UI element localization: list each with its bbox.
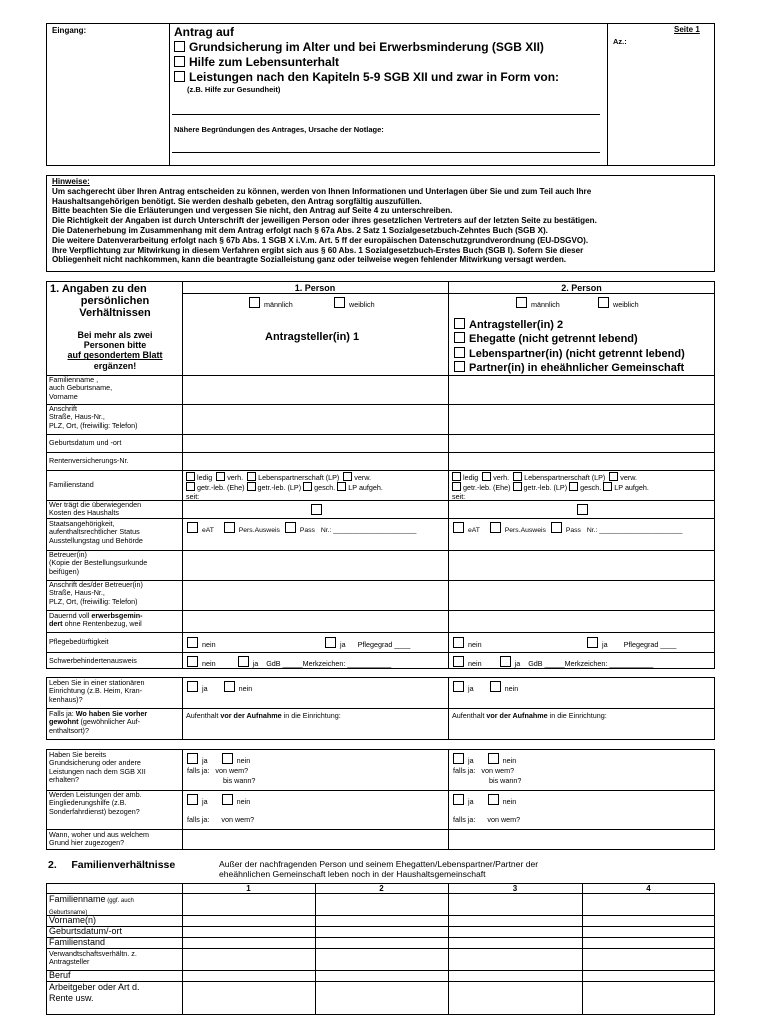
p1-pflege-nein[interactable] xyxy=(187,637,216,649)
option-label: Grundsicherung im Alter und bei Erwerbsminderung (SGB XII) xyxy=(189,40,544,54)
checkbox[interactable] xyxy=(454,318,465,329)
checkbox[interactable] xyxy=(222,794,233,805)
checkbox[interactable] xyxy=(337,482,346,491)
checkbox[interactable] xyxy=(249,297,260,308)
checkbox[interactable] xyxy=(186,472,195,481)
checkbox[interactable] xyxy=(490,681,501,692)
p2-familienstand xyxy=(452,472,714,501)
label: Lebenspartnerschaft (LP) xyxy=(524,473,606,482)
row-label-pflege: Pflegebedürftigkeit xyxy=(49,637,109,646)
label-line: Straße, Haus-Nr., xyxy=(49,412,105,422)
label-line: Antragsteller xyxy=(49,957,90,967)
label-line: aufenthaltsrechtlicher Status xyxy=(49,527,140,537)
label-line: Vorname xyxy=(49,391,78,401)
label-line: Haben Sie bereits xyxy=(49,750,107,759)
p1-einrichtung-options xyxy=(187,681,252,693)
label: ja xyxy=(602,640,608,649)
hinweise-line: Die weitere Datenverarbeitung erfolgt nach § 67b Abs. 1 SGB X i.V.m. Art. 5 ff der europäischen Datenschutzgrundverordnung (EU-DSGVO). xyxy=(52,235,589,245)
p1-pflege-ja[interactable] xyxy=(325,637,410,649)
label-part: (ggf. auch xyxy=(105,898,134,904)
row-label-verwandtschaft xyxy=(49,950,137,967)
label: Ehegatte (nicht getrennt lebend) xyxy=(469,333,638,346)
gdb-field[interactable]: GdB _____ xyxy=(528,659,565,668)
label: ja xyxy=(468,797,474,806)
p2-aufenthalt[interactable] xyxy=(452,712,607,720)
p2-role-partner[interactable] xyxy=(454,361,685,375)
label-part: erwerbsgemin- xyxy=(91,611,143,620)
hinweise-line: Obliegenheit nicht nachkommen, kann die beantragte Sozialleistung ganz oder teilweise wegen fehlender Mitwirkung versagt werden. xyxy=(52,255,567,265)
p2-kosten-checkbox[interactable] xyxy=(577,504,588,515)
col-header-2: 2 xyxy=(379,884,384,893)
p1-leistungen1 xyxy=(187,753,255,786)
form-input-line[interactable] xyxy=(172,114,600,115)
checkbox[interactable] xyxy=(490,522,501,533)
label-line: auch Geburtsname, xyxy=(49,383,113,393)
label: nein xyxy=(202,659,216,668)
einrichtung-frage xyxy=(49,679,145,704)
leistungen-frage1 xyxy=(49,751,146,785)
row-label-betreuer xyxy=(49,551,147,576)
row-label-beruf: Beruf xyxy=(49,970,71,980)
p1-aufenthalt[interactable] xyxy=(186,712,341,720)
checkbox[interactable] xyxy=(453,637,464,648)
row-label-familienstand: Familienstand xyxy=(49,480,94,489)
einrichtung-falls xyxy=(49,710,181,735)
label-part: dert xyxy=(49,619,63,629)
p1-schwer xyxy=(187,656,391,668)
label: nein xyxy=(238,684,253,693)
label: Partner(in) in eheähnlicher Gemeinschaft xyxy=(469,361,685,374)
p2-leistungen1 xyxy=(453,753,521,786)
checkbox[interactable] xyxy=(285,522,296,533)
label: von wem? xyxy=(221,815,255,824)
p2-staat-options xyxy=(453,522,682,534)
hinweise-line: Bitte beachten Sie die Erläuterungen und vergessen Sie nicht, den Antrag auf Seite 4 zu unterschreiben. xyxy=(52,206,453,216)
checkbox[interactable] xyxy=(187,656,198,667)
col-header-3: 3 xyxy=(512,884,518,893)
hinweise-line: Die Datenerhebung im Zusammenhang mit dem Antrag erfolgt nach § 67a Abs. 2 Satz 1 Sozialgesetzbuch-Zehntes Buch (SGB X). xyxy=(52,225,548,235)
title-line: persönlichen xyxy=(80,295,150,307)
checkbox[interactable] xyxy=(174,41,185,52)
title-line: 1. Angaben zu den xyxy=(50,283,147,295)
p1-kosten-checkbox[interactable] xyxy=(311,504,322,515)
option-label: Hilfe zum Lebensunterhalt xyxy=(189,55,340,69)
label: nein xyxy=(468,659,482,668)
section2-desc xyxy=(219,859,538,879)
row-label-rente: Rentenversicherungs-Nr. xyxy=(49,456,129,465)
col-header-4: 4 xyxy=(646,884,651,893)
row-label-staat xyxy=(49,520,143,545)
option-kapitel[interactable] xyxy=(174,70,559,84)
label-line: PLZ, Ort, (freiwillig: Telefon) xyxy=(49,596,138,606)
leistungen-frage2 xyxy=(49,791,142,816)
label-line: Staatsangehörigkeit, xyxy=(49,519,115,528)
desc-line: Außer der nachfragenden Person und seinem Ehegatten/Lebenspartner/Partner der xyxy=(219,859,539,869)
col-header-1: 1 xyxy=(246,884,251,893)
label: nein xyxy=(502,797,517,806)
p2-role-ehegatte[interactable] xyxy=(454,332,685,346)
label-line: (Kopie der Bestellungsurkunde xyxy=(49,558,148,568)
option-hlu[interactable] xyxy=(174,55,339,69)
checkbox[interactable] xyxy=(303,482,312,491)
checkbox[interactable] xyxy=(454,361,465,372)
label: Pass xyxy=(565,527,581,534)
p1-familienstand xyxy=(186,472,448,501)
label: Lebenspartner(in) (nicht getrennt lebend) xyxy=(469,347,685,360)
checkbox[interactable] xyxy=(587,637,598,648)
label: Pass xyxy=(299,527,315,534)
label-part: vor der Aufnahme xyxy=(486,711,548,720)
label-part: Familienname xyxy=(49,894,106,904)
p2-pflege-ja[interactable] xyxy=(587,637,676,649)
label-part: Wo haben Sie vorher xyxy=(75,709,148,718)
label-line: erhalten? xyxy=(49,775,79,785)
label: ja xyxy=(340,640,346,649)
option-grundsicherung[interactable] xyxy=(174,40,544,54)
checkbox[interactable] xyxy=(247,482,256,491)
label: bis wann? xyxy=(223,776,256,785)
option-label: Leistungen nach den Kapiteln 5-9 SGB XII und zwar in Form von: xyxy=(189,70,560,84)
checkbox[interactable] xyxy=(174,71,185,82)
label: ja xyxy=(468,756,474,765)
label: Pers.Ausweis xyxy=(504,527,546,534)
checkbox[interactable] xyxy=(187,753,198,764)
label: ja xyxy=(202,756,208,765)
label: Antragsteller(in) 2 xyxy=(469,319,564,331)
label-line: Werden Leistungen der amb. xyxy=(49,790,142,799)
checkbox[interactable] xyxy=(453,681,464,692)
checkbox[interactable] xyxy=(513,482,522,491)
label-part: gewohnt xyxy=(49,717,79,727)
label-line: Familienname , xyxy=(49,375,99,384)
label: ja xyxy=(514,659,521,668)
eingang-label: Eingang: xyxy=(52,26,87,35)
label: von wem? xyxy=(215,766,249,775)
checkbox[interactable] xyxy=(216,472,225,481)
checkbox[interactable] xyxy=(609,472,618,481)
label: nein xyxy=(468,640,482,649)
checkbox[interactable] xyxy=(454,347,465,358)
label: eAT xyxy=(202,527,214,534)
label: nein xyxy=(236,756,251,765)
label-part: enthaltsort)? xyxy=(49,725,89,735)
zugezogen-frage xyxy=(49,831,149,848)
label-line: PLZ, Ort, (freiwillig: Telefon) xyxy=(49,420,138,430)
label-line: Einrichtung (z.B. Heim, Kran- xyxy=(49,686,143,696)
p2-gender-female[interactable] xyxy=(598,297,639,309)
desc-line: eheähnlichen Gemeinschaft leben noch in der Haushaltsgemeinschaft xyxy=(219,869,486,879)
section1-note xyxy=(50,330,180,371)
p2-pflege-nein[interactable] xyxy=(453,637,482,649)
label: weiblich xyxy=(349,300,375,309)
label: getr.-leb. (Ehe) xyxy=(197,483,245,493)
row-label-anschrift xyxy=(49,405,138,430)
label-line: Rente usw. xyxy=(49,992,94,1003)
label-line: Wer trägt die überwiegenden xyxy=(49,500,142,509)
nr-field[interactable]: Nr.: ______________________ xyxy=(586,527,683,534)
checkbox[interactable] xyxy=(453,656,464,667)
checkbox[interactable] xyxy=(488,753,499,764)
checkbox[interactable] xyxy=(187,794,198,805)
hinweise-title: Hinweise: xyxy=(52,177,90,186)
row-label-arbeitgeber xyxy=(49,982,140,1003)
az-label: Az.: xyxy=(613,37,627,46)
label: eAT xyxy=(468,527,480,534)
row-label-geburt: Geburtsdatum und -ort xyxy=(49,438,122,447)
checkbox[interactable] xyxy=(174,56,185,67)
checkbox[interactable] xyxy=(224,681,235,692)
label: Lebenspartnerschaft (LP) xyxy=(258,473,340,482)
label-line: Leistungen nach dem SGB XII xyxy=(49,766,146,776)
label: falls ja: xyxy=(453,815,476,824)
checkbox[interactable] xyxy=(453,794,464,805)
seit-label: seit: xyxy=(186,491,200,501)
section1-title xyxy=(50,283,180,319)
label: LP aufgeh. xyxy=(348,483,383,493)
label: ledig xyxy=(463,473,479,482)
label-line: beifügen) xyxy=(49,566,79,576)
p2-role-antragsteller[interactable] xyxy=(454,318,685,332)
label: gesch. xyxy=(580,483,602,493)
row-label-betreuer-anschrift xyxy=(49,581,143,606)
label-line: Straße, Haus-Nr., xyxy=(49,588,105,598)
label-part: vor der Aufnahme xyxy=(220,711,282,720)
merkzeichen-field[interactable]: Merkzeichen: ___________ xyxy=(564,659,654,668)
note-line: Personen bitte xyxy=(83,340,147,351)
checkbox[interactable] xyxy=(569,482,578,491)
page-number: Seite 1 xyxy=(674,25,700,34)
label: von wem? xyxy=(487,815,521,824)
label-part: Falls ja: xyxy=(49,709,76,718)
pflegegrad-field[interactable]: Pflegegrad ____ xyxy=(623,640,677,649)
label: weiblich xyxy=(613,300,639,309)
label-part: Aufenthalt xyxy=(186,711,221,720)
label: nein xyxy=(236,797,251,806)
hinweise-line: Die Richtigkeit der Angaben ist durch Unterschrift der jeweiligen Person oder ihres gesetzlichen Vertreters auf der letzten Seite zu bestätigen. xyxy=(52,216,597,226)
p2-role-options xyxy=(454,318,685,375)
checkbox[interactable] xyxy=(187,681,198,692)
label-line: Kosten des Haushalts xyxy=(49,508,119,518)
label-line: Anschrift des/der Betreuer(in) xyxy=(49,580,143,589)
note-line: ergänzen! xyxy=(93,360,137,371)
label-line: kenhaus)? xyxy=(49,694,83,704)
label-line: Ausstellungstag und Behörde xyxy=(49,535,143,545)
label: ledig xyxy=(197,473,213,482)
label: LP aufgeh. xyxy=(614,483,649,493)
antragsteller1-label: Antragsteller(in) 1 xyxy=(265,331,360,343)
label-part: in die Einrichtung: xyxy=(547,711,607,720)
label-line: Sonderfahrdienst) bezogen? xyxy=(49,806,140,816)
label: von wem? xyxy=(481,766,515,775)
row-label-vorname: Vorname(n) xyxy=(49,915,97,925)
p1-gender-male[interactable] xyxy=(249,297,293,309)
label: männlich xyxy=(264,300,293,309)
row-label-erwerb xyxy=(49,612,181,629)
label: falls ja: xyxy=(187,766,210,775)
label: getr.-leb. (Ehe) xyxy=(463,483,511,493)
reasons-input-line[interactable] xyxy=(172,152,600,153)
label-line: Wann, woher und aus welchem xyxy=(49,830,150,839)
label: verh. xyxy=(227,473,244,482)
checkbox[interactable] xyxy=(452,482,461,491)
reasons-label: Nähere Begründungen des Antrages, Ursache der Notlage: xyxy=(174,125,384,134)
row-label-geburt2: Geburtsdatum/-ort xyxy=(49,926,123,936)
p2-einrichtung-options xyxy=(453,681,518,693)
label-line: Anschrift xyxy=(49,404,77,413)
label: gesch. xyxy=(314,483,336,493)
checkbox[interactable] xyxy=(187,637,198,648)
checkbox[interactable] xyxy=(238,656,249,667)
row-label-familienstand2: Familienstand xyxy=(49,937,106,947)
label: ja xyxy=(468,684,474,693)
label: verw. xyxy=(354,473,372,482)
checkbox[interactable] xyxy=(516,297,527,308)
label-line: Verwandtschaftsverhältn. z. xyxy=(49,949,137,958)
row-label-kosten xyxy=(49,501,141,518)
label: männlich xyxy=(531,300,560,309)
row-label-name xyxy=(49,376,112,401)
label: getr.-leb. (LP) xyxy=(257,483,302,493)
checkbox[interactable] xyxy=(453,522,464,533)
checkbox[interactable] xyxy=(488,794,499,805)
checkbox[interactable] xyxy=(186,482,195,491)
label-line: Grund hier zugezogen? xyxy=(49,838,125,848)
p1-staat-options xyxy=(187,522,416,534)
label: bis wann? xyxy=(489,776,522,785)
label: ja xyxy=(202,797,208,806)
label: Pers.Ausweis xyxy=(238,527,280,534)
row-label-schwer: Schwerbehindertenausweis xyxy=(49,656,137,665)
p2-role-lebenspartner[interactable] xyxy=(454,347,685,361)
label-line: Leben Sie in einer stationären xyxy=(49,678,145,687)
checkbox[interactable] xyxy=(334,297,345,308)
seit-label: seit: xyxy=(452,491,466,501)
label-line: Eingliederungshilfe (z.B. xyxy=(49,798,127,808)
label: verh. xyxy=(493,473,510,482)
label: verw. xyxy=(620,473,638,482)
checkbox[interactable] xyxy=(454,332,465,343)
note-line: auf gesondertem Blatt xyxy=(67,350,163,361)
label: falls ja: xyxy=(453,766,476,775)
p2-leistungen2 xyxy=(453,794,520,825)
p1-leistungen2 xyxy=(187,794,254,825)
checkbox[interactable] xyxy=(598,297,609,308)
checkbox[interactable] xyxy=(187,522,198,533)
checkbox[interactable] xyxy=(247,472,256,481)
person1-header: 1. Person xyxy=(294,283,336,293)
checkbox[interactable] xyxy=(551,522,562,533)
checkbox[interactable] xyxy=(452,472,461,481)
checkbox[interactable] xyxy=(224,522,235,533)
gdb-field[interactable]: GdB _____ xyxy=(266,659,303,668)
hinweise-line: Haushaltsangehörigen benötigt. Sie werden deshalb gebeten, den Antrag sorgfältig auszufüllen. xyxy=(52,196,422,206)
person2-header: 2. Person xyxy=(561,283,602,293)
hinweise-line: Ihre Verpflichtung zur Mitwirkung in diesem Verfahren ergibt sich aus § 60 Abs. 1 Sozialgesetzbuch-Erstes Buch (SGB I). Sofern Sie dieser xyxy=(52,245,584,255)
label-line: Grundsicherung oder andere xyxy=(49,758,141,768)
section2-title: 2. Familienverhältnisse xyxy=(48,859,176,871)
p2-schwer xyxy=(453,656,653,668)
checkbox[interactable] xyxy=(453,753,464,764)
title-line: Verhältnissen xyxy=(79,307,151,319)
label-part: Aufenthalt xyxy=(452,711,487,720)
label-part: (gewöhnlicher Auf- xyxy=(78,717,141,727)
checkbox[interactable] xyxy=(325,637,336,648)
family-table xyxy=(46,883,715,1015)
checkbox[interactable] xyxy=(500,656,511,667)
checkbox[interactable] xyxy=(513,472,522,481)
label-part: ohne Rentenbezug, weil xyxy=(62,619,142,629)
label: ja xyxy=(202,684,208,693)
label-line: Betreuer(in) xyxy=(49,550,87,559)
label-part: Dauernd voll xyxy=(49,611,92,620)
label-line: Arbeitgeber oder Art d. xyxy=(49,982,140,992)
p1-gender-female[interactable] xyxy=(334,297,375,309)
note-line: Bei mehr als zwei xyxy=(77,330,153,340)
nr-field[interactable]: Nr.: ______________________ xyxy=(320,527,417,534)
label: falls ja: xyxy=(187,815,210,824)
checkbox[interactable] xyxy=(603,482,612,491)
label: ja xyxy=(252,659,259,668)
antrag-title: Antrag auf xyxy=(174,25,234,39)
pflegegrad-field[interactable]: Pflegegrad ____ xyxy=(357,640,411,649)
label-part: Geburtsname) xyxy=(49,910,88,916)
example-text: (z.B. Hilfe zur Gesundheit) xyxy=(187,85,281,94)
p2-gender-male[interactable] xyxy=(516,297,560,309)
merkzeichen-field[interactable]: Merkzeichen: ___________ xyxy=(302,659,392,668)
checkbox[interactable] xyxy=(482,472,491,481)
label: getr.-leb. (LP) xyxy=(523,483,568,493)
checkbox[interactable] xyxy=(343,472,352,481)
label: nein xyxy=(504,684,519,693)
checkbox[interactable] xyxy=(222,753,233,764)
hinweise-line: Um sachgerecht über Ihren Antrag entscheiden zu können, werden von Ihnen Informationen und Unterlagen über Sie und zum Teil auch Ihre xyxy=(52,186,592,196)
label-part: in die Einrichtung: xyxy=(281,711,341,720)
label: nein xyxy=(202,640,216,649)
label: nein xyxy=(502,756,517,765)
hinweise-text xyxy=(52,177,712,265)
